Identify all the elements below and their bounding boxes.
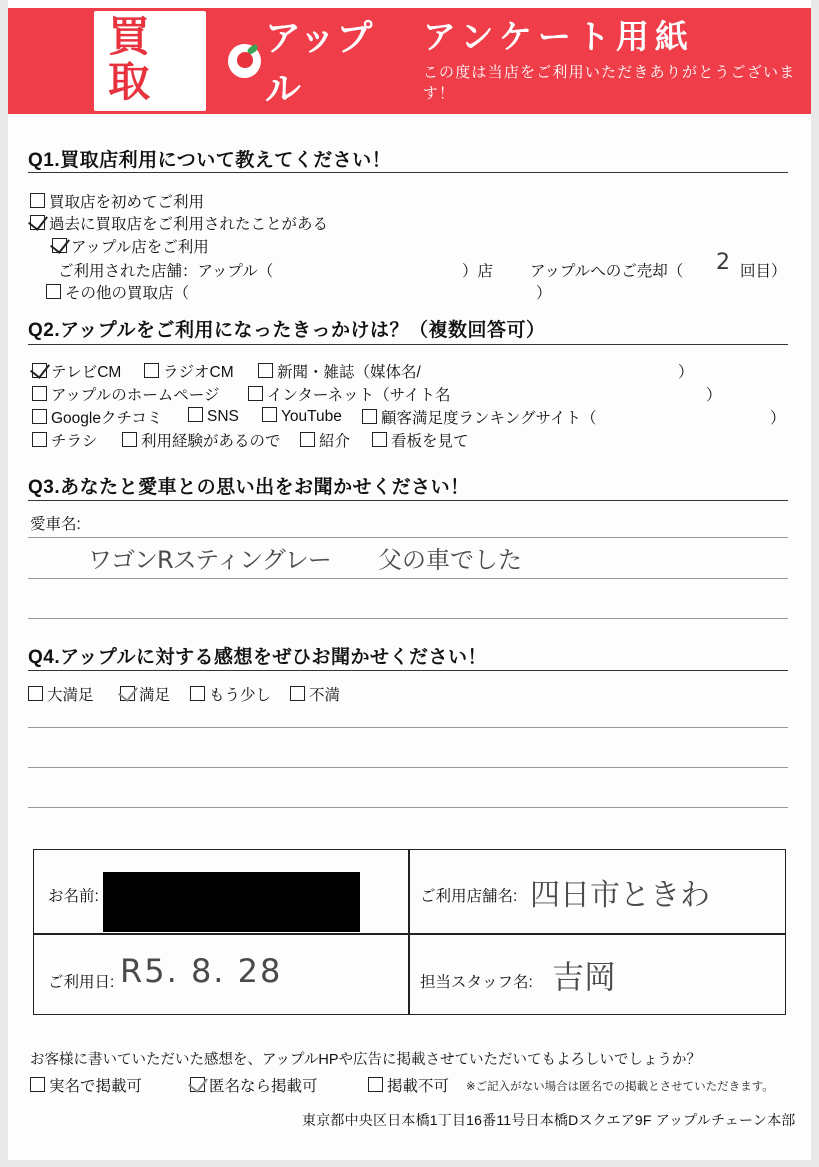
- scan-edge-right: [811, 0, 819, 1167]
- q2-option-experience[interactable]: [122, 429, 281, 451]
- q2-checkbox-experience[interactable]: [122, 432, 137, 447]
- scan-edge-left: [0, 0, 8, 1167]
- q3-writing-line-1: [28, 537, 788, 538]
- q2-option-google-label: Googleクチコミ: [51, 410, 163, 427]
- q3-rule: [28, 500, 788, 501]
- q4-rule: [28, 670, 788, 671]
- q2-option-newspaper[interactable]: [258, 360, 421, 382]
- q2-checkbox-referral[interactable]: [300, 432, 315, 447]
- q1-option-3[interactable]: [46, 281, 189, 303]
- q4-option-1-label: 満足: [139, 687, 171, 704]
- q2-checkbox-flyer[interactable]: [32, 432, 47, 447]
- q1-option-1-label: 過去に買取店をご利用されたことがある: [49, 216, 329, 233]
- q2-option-experience-label: 利用経験があるので: [141, 433, 281, 450]
- q2-option-ranking-site[interactable]: [362, 406, 596, 428]
- q3-heading: Q3.あなたと愛車との思い出をお聞かせください！: [28, 477, 470, 498]
- q1-sales-line: アップルへのご売却（: [530, 263, 684, 280]
- q2-option-homepage[interactable]: [32, 383, 220, 405]
- q2-row3-close: ）: [770, 410, 786, 427]
- q2-row2-close: ）: [706, 387, 722, 404]
- q2-option-homepage-label: アップルのホームページ: [51, 387, 220, 404]
- date-value: R5. 8. 28: [120, 952, 283, 990]
- footer-option-0-label: 実名で掲載可: [49, 1078, 143, 1095]
- q1-sales-count-value: 2: [716, 250, 730, 275]
- q1-option-0-label: 買取店を初めてご利用: [49, 194, 205, 211]
- q2-checkbox-youtube[interactable]: [262, 407, 277, 422]
- q2-option-signboard[interactable]: [372, 429, 469, 451]
- scan-edge-bottom: [0, 1160, 819, 1167]
- header-banner: [8, 8, 811, 114]
- publication-question: お客様に書いていただいた感想を、アップルHPや広告に掲載させていただいてもよろしいでしょうか？: [30, 1052, 702, 1068]
- q4-writing-line-3: [28, 807, 788, 808]
- banner-subtitle: この度は当店をご利用いただきありがとうございます！: [422, 64, 796, 103]
- q4-option-2[interactable]: [190, 683, 271, 705]
- q3-writing-line-2: [28, 578, 788, 579]
- q1-rule: [28, 172, 788, 173]
- q2-option-referral[interactable]: [300, 429, 350, 451]
- q2-option-flyer-label: チラシ: [51, 433, 98, 450]
- q1-checkbox-0[interactable]: [30, 193, 45, 208]
- q1-option-1[interactable]: [30, 212, 328, 234]
- q1-checkbox-1[interactable]: [30, 215, 45, 230]
- q2-option-youtube[interactable]: [262, 406, 342, 426]
- q4-option-1[interactable]: [120, 683, 170, 705]
- staff-value: 吉岡: [552, 958, 617, 996]
- q2-option-google[interactable]: [32, 406, 162, 428]
- footer-checkbox-1[interactable]: [190, 1077, 205, 1092]
- footer-checkbox-2[interactable]: [368, 1077, 383, 1092]
- footer-option-1-label: 匿名なら掲載可: [209, 1078, 318, 1095]
- q4-option-0-label: 大満足: [47, 687, 94, 704]
- footer-option-0[interactable]: [30, 1074, 142, 1096]
- q3-writing-line-3: [28, 618, 788, 619]
- name-label: お名前:: [48, 888, 99, 905]
- q2-checkbox-radio-cm[interactable]: [144, 363, 159, 378]
- q4-writing-line-2: [28, 767, 788, 768]
- q2-option-sns-label: SNS: [207, 408, 239, 425]
- q1-option-0[interactable]: [30, 190, 204, 212]
- q2-option-radio-cm-label: ラジオCM: [163, 364, 234, 381]
- q1-option-3-label: その他の買取店（: [65, 285, 190, 302]
- q2-option-internet[interactable]: [248, 383, 451, 405]
- q3-car-label: 愛車名:: [30, 516, 81, 533]
- q4-writing-line-1: [28, 727, 788, 728]
- banner-kaitori-badge: 買取: [94, 11, 206, 110]
- q4-checkbox-2[interactable]: [190, 686, 205, 701]
- banner-text-block: [423, 19, 811, 103]
- q2-option-ranking-site-label: 顧客満足度ランキングサイト（: [381, 410, 597, 427]
- q2-option-youtube-label: YouTube: [281, 408, 342, 425]
- company-address: 東京都中央区日本橋1丁目16番11号日本橋Dスクエア9F アップルチェーン本部: [302, 1112, 796, 1128]
- q2-option-radio-cm[interactable]: [144, 360, 234, 382]
- q1-checkbox-2[interactable]: [52, 238, 67, 253]
- q2-option-newspaper-label: 新聞・雑誌（媒体名/: [277, 364, 421, 381]
- date-label: ご利用日:: [48, 974, 115, 991]
- q2-option-sns[interactable]: [188, 406, 239, 426]
- q2-row1-close: ）: [678, 364, 694, 381]
- q2-checkbox-ranking-site[interactable]: [362, 409, 377, 424]
- q1-option-2-label: アップル店をご利用: [71, 239, 209, 256]
- footer-checkbox-0[interactable]: [30, 1077, 45, 1092]
- q4-checkbox-3[interactable]: [290, 686, 305, 701]
- q2-checkbox-sns[interactable]: [188, 407, 203, 422]
- store-value: 四日市ときわ: [530, 878, 710, 913]
- q4-option-3[interactable]: [290, 683, 340, 705]
- name-redaction: [103, 872, 360, 932]
- q2-checkbox-newspaper[interactable]: [258, 363, 273, 378]
- q3-car-value: ワゴンRスティングレー: [88, 546, 331, 574]
- q2-option-signboard-label: 看板を見て: [391, 433, 469, 450]
- q1-store-line: [58, 259, 273, 281]
- q4-option-3-label: 不満: [309, 687, 341, 704]
- q4-option-0[interactable]: [28, 683, 94, 705]
- q2-checkbox-google[interactable]: [32, 409, 47, 424]
- q2-option-flyer[interactable]: [32, 429, 98, 451]
- footer-option-1[interactable]: [190, 1074, 318, 1096]
- q1-sales-line-end: 回目）: [740, 263, 787, 280]
- q1-heading: Q1.買取店利用について教えてください！: [28, 150, 392, 171]
- table-horizontal-divider: [34, 933, 785, 935]
- q2-rule: [28, 344, 788, 345]
- q4-checkbox-0[interactable]: [28, 686, 43, 701]
- q1-other-close: ）: [536, 285, 552, 302]
- q2-option-tv-cm-label: テレビCM: [51, 364, 122, 381]
- q2-checkbox-internet[interactable]: [248, 386, 263, 401]
- apple-logo: [228, 10, 402, 112]
- q2-option-internet-label: インターネット（サイト名: [267, 387, 451, 404]
- q4-option-2-label: もう少し: [209, 687, 272, 704]
- q2-heading: Q2.アップルをご利用になったきっかけは？（複数回答可）: [28, 320, 546, 341]
- q1-store-line-end: ）店: [462, 263, 494, 280]
- q2-option-tv-cm[interactable]: [32, 360, 121, 382]
- banner-title: アンケート用紙: [422, 17, 694, 55]
- table-vertical-divider: [408, 850, 410, 1014]
- store-label: ご利用店舗名:: [420, 888, 518, 905]
- q4-heading: Q4.アップルに対する感想をぜひお聞かせください！: [28, 647, 488, 668]
- q1-option-2[interactable]: [52, 235, 209, 257]
- footer-note: ※ご記入がない場合は匿名での掲載とさせていただきます。: [466, 1081, 774, 1093]
- apple-logo-text: アップル: [264, 17, 374, 109]
- q2-checkbox-tv-cm[interactable]: [32, 363, 47, 378]
- q4-checkbox-1[interactable]: [120, 686, 135, 701]
- q3-memo-value: 父の車でした: [378, 546, 522, 574]
- apple-logo-icon: [228, 44, 261, 78]
- q2-checkbox-homepage[interactable]: [32, 386, 47, 401]
- q2-checkbox-signboard[interactable]: [372, 432, 387, 447]
- footer-option-2-label: 掲載不可: [387, 1078, 450, 1095]
- q1-checkbox-3[interactable]: [46, 284, 61, 299]
- footer-option-2[interactable]: [368, 1074, 449, 1096]
- q1-store-line-label: ご利用された店舗：アップル（: [58, 263, 274, 280]
- q2-option-referral-label: 紹介: [319, 433, 351, 450]
- staff-label: 担当スタッフ名:: [420, 974, 533, 991]
